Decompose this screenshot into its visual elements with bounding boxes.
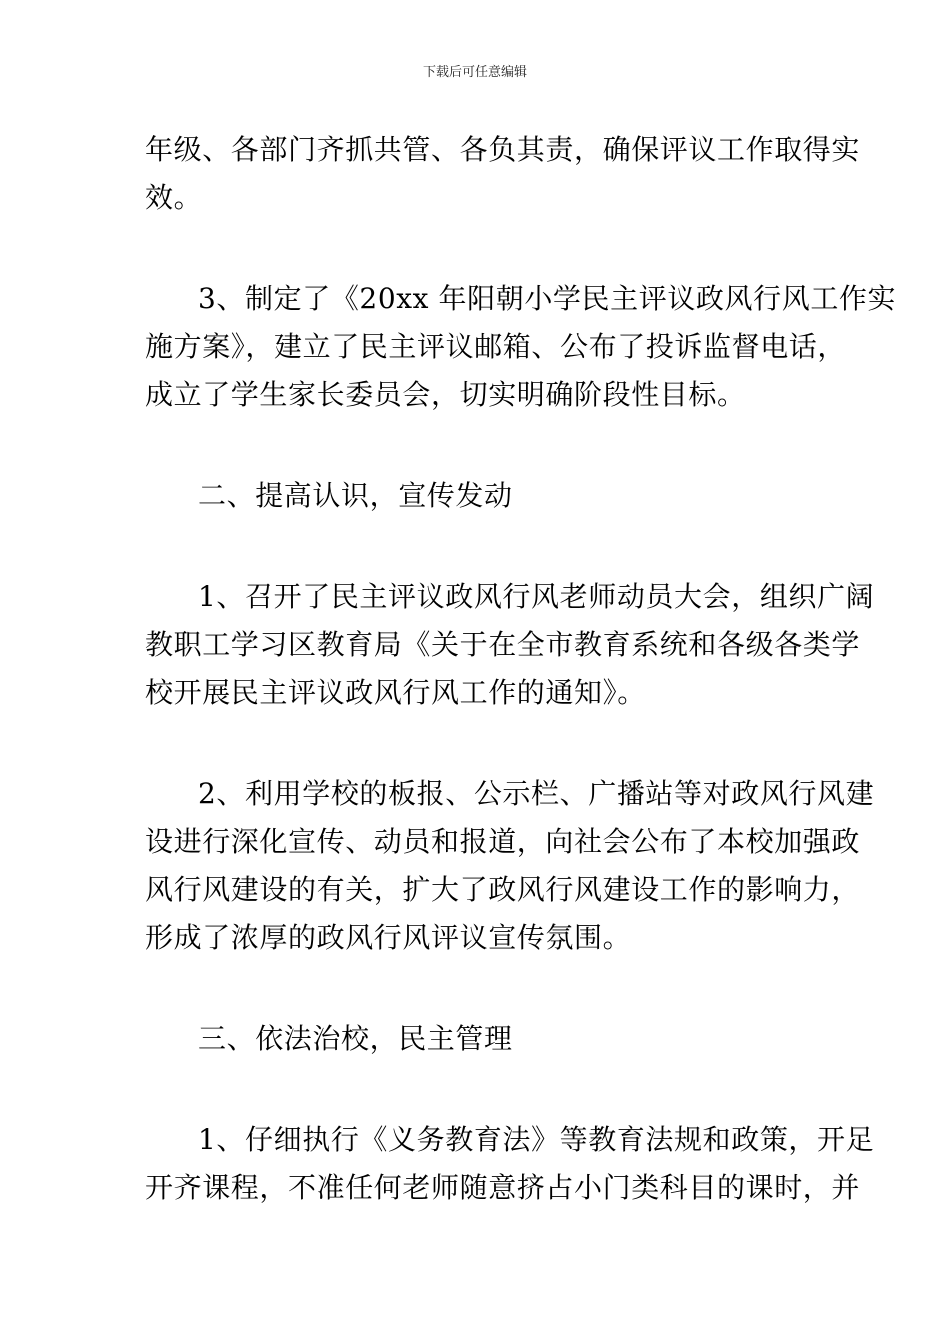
text-line: 2、利用学校的板报、公示栏、广播站等对政风行风建 bbox=[198, 777, 875, 810]
text-line: 校开展民主评议政风行风工作的通知》。 bbox=[145, 676, 646, 709]
text-line: 设进行深化宣传、动员和报道，向社会公布了本校加强政 bbox=[145, 825, 861, 858]
text-line: 教职工学习区教育局《关于在全市教育系统和各级各类学 bbox=[145, 628, 861, 661]
section-heading bbox=[145, 1015, 810, 1063]
header-note: 下载后可任意编辑 bbox=[422, 65, 527, 80]
text-line: 1、召开了民主评议政风行风老师动员大会，组织广阔 bbox=[198, 580, 875, 613]
text-line: 效。 bbox=[145, 181, 203, 214]
paragraph bbox=[145, 1116, 875, 1212]
text-line: 成立了学生家长委员会，切实明确阶段性目标。 bbox=[145, 378, 746, 411]
text-line: 形成了浓厚的政风行风评议宣传氛围。 bbox=[145, 921, 632, 954]
text-line: 施方案》，建立了民主评议邮箱、公布了投诉监督电话， bbox=[145, 330, 847, 363]
body-text bbox=[145, 126, 897, 1212]
paragraph-gap bbox=[145, 222, 810, 275]
text-line: 3、制定了《20xx 年阳朝小学民主评议政风行风工作实 bbox=[198, 282, 897, 315]
text-line: 开齐课程，不准任何老师随意挤占小门类科目的课时，并 bbox=[145, 1171, 861, 1204]
paragraph-gap bbox=[145, 962, 810, 1015]
paragraph-gap bbox=[145, 1063, 810, 1116]
text-line: 风行风建设的有关，扩大了政风行风建设工作的影响力， bbox=[145, 873, 861, 906]
paragraph bbox=[145, 573, 875, 717]
paragraph bbox=[145, 126, 861, 222]
paragraph-gap bbox=[145, 520, 810, 573]
paragraph bbox=[145, 770, 875, 962]
section-heading bbox=[145, 472, 810, 520]
text-line: 二、提高认识，宣传发动 bbox=[198, 479, 513, 512]
paragraph bbox=[145, 275, 897, 419]
paragraph-gap bbox=[145, 717, 810, 770]
text-line: 1、仔细执行《义务教育法》等教育法规和政策，开足 bbox=[198, 1123, 875, 1156]
text-line: 年级、各部门齐抓共管、各负其责，确保评议工作取得实 bbox=[145, 133, 861, 166]
text-line: 三、依法治校，民主管理 bbox=[198, 1022, 513, 1055]
paragraph-gap bbox=[145, 419, 810, 472]
